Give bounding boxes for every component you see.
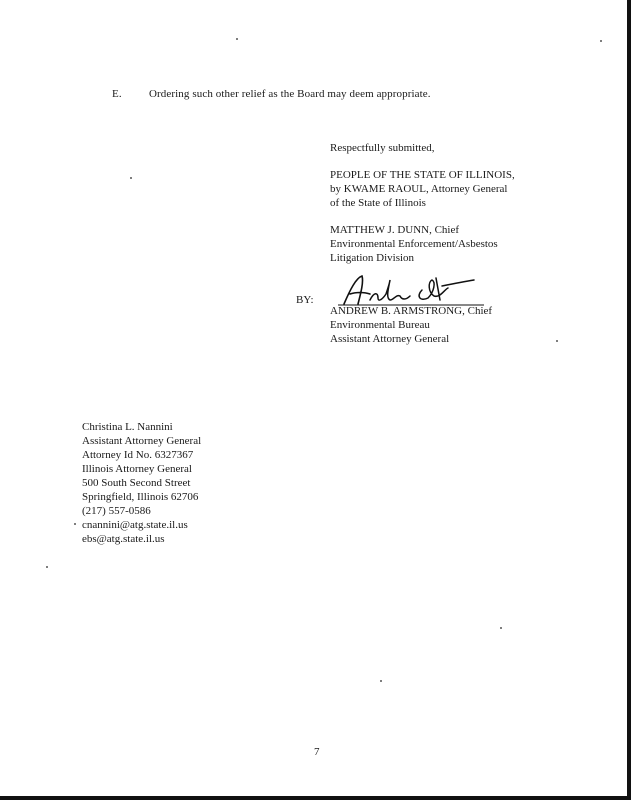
contact-line-email-2: ebs@atg.state.il.us — [82, 533, 165, 545]
party-line-2: by KWAME RAOUL, Attorney General — [330, 183, 508, 195]
signer-block — [330, 304, 492, 346]
page-number: 7 — [314, 746, 320, 758]
chief-line-2: Environmental Enforcement/Asbestos — [330, 238, 498, 250]
scan-speck — [236, 38, 238, 40]
contact-line-city: Springfield, Illinois 62706 — [82, 491, 199, 503]
contact-line-title: Assistant Attorney General — [82, 435, 202, 447]
party-block — [330, 168, 515, 210]
by-label: BY: — [296, 294, 314, 306]
relief-item-letter: E. — [112, 88, 122, 100]
contact-line-id: Attorney Id No. 6327367 — [82, 449, 194, 461]
relief-item-text: Ordering such other relief as the Board may deem appropriate. — [149, 88, 431, 100]
contact-line-street: 500 South Second Street — [82, 477, 191, 489]
chief-line-3: Litigation Division — [330, 252, 415, 264]
contact-line-name: Christina L. Nannini — [82, 421, 173, 433]
party-line-1: PEOPLE OF THE STATE OF ILLINOIS, — [330, 169, 515, 181]
party-line-3: of the State of Illinois — [330, 197, 426, 209]
contact-block — [82, 420, 201, 546]
scan-speck — [600, 40, 602, 42]
scan-speck — [130, 177, 132, 179]
signer-line-2: Environmental Bureau — [330, 319, 430, 331]
respectfully-line: Respectfully submitted, — [330, 142, 435, 154]
scan-speck — [556, 340, 558, 342]
respectfully-submitted — [330, 141, 434, 155]
contact-line-office: Illinois Attorney General — [82, 463, 192, 475]
chief-block — [330, 223, 498, 265]
chief-line-1: MATTHEW J. DUNN, Chief — [330, 224, 460, 236]
signer-line-3: Assistant Attorney General — [330, 333, 450, 345]
scan-speck — [74, 523, 76, 525]
scan-speck — [500, 627, 502, 629]
contact-line-phone: (217) 557-0586 — [82, 505, 151, 517]
signer-line-1: ANDREW B. ARMSTRONG, Chief — [330, 305, 493, 317]
scan-speck — [380, 680, 382, 682]
scan-speck — [46, 566, 48, 568]
contact-line-email-1: cnannini@atg.state.il.us — [82, 519, 188, 531]
